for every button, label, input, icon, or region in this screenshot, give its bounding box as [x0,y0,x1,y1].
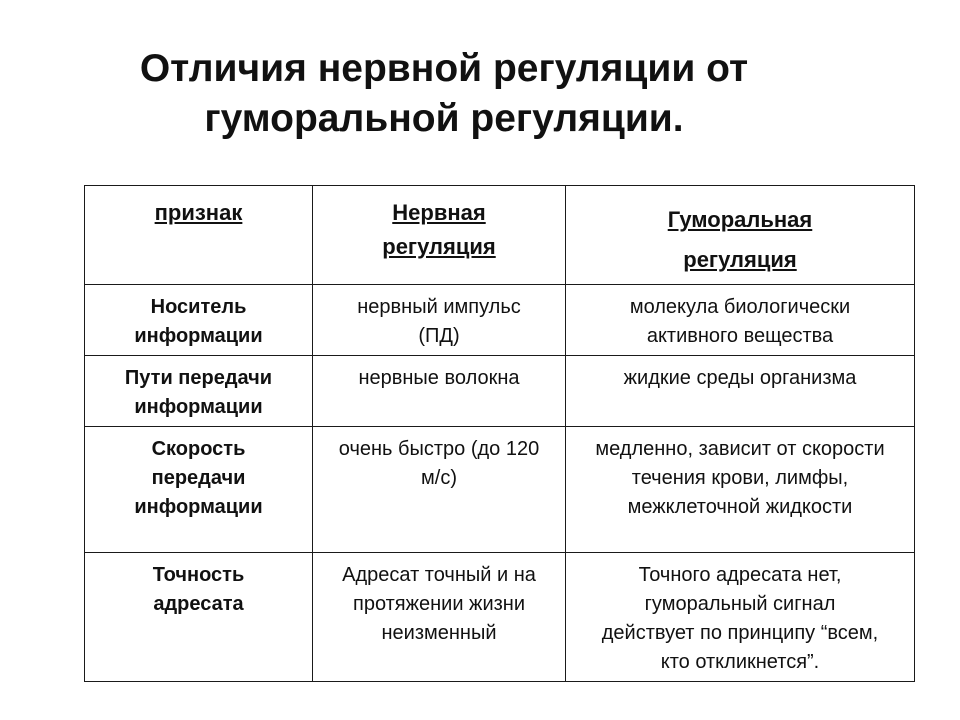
row-3-humoral [566,427,915,553]
row-4-feature [85,553,313,682]
row-2-nervous [313,356,566,427]
comparison-table [84,185,915,682]
header-feature: признак [85,186,313,285]
row-1-feature [85,285,313,356]
row-1-nervous [313,285,566,356]
row-2-feature [85,356,313,427]
row-2-feature-text: Пути передачи информации [124,367,273,418]
row-4-humoral-text: Точного адресата нет, гуморальный сигнал действует по принципу “всем, кто откликнется”. [601,564,879,673]
table-row [85,427,915,553]
table-row [85,553,915,682]
table-row [85,285,915,356]
row-3-nervous [313,427,566,553]
row-2-humoral [566,356,915,427]
row-4-feature-text: Точность адресата [152,564,245,615]
row-4-nervous [313,553,566,682]
row-1-humoral [566,285,915,356]
row-1-nervous-text: нервный импульс (ПД) [357,296,521,347]
row-4-humoral [566,553,915,682]
slide-title-line-2: гуморальной регуляции. [204,97,684,140]
slide-title [0,44,888,144]
header-nervous-label: Нервная регуляция [382,200,496,259]
row-2-humoral-text: жидкие среды организма [623,367,857,389]
header-humoral [566,186,915,285]
table-header-row [85,186,915,285]
row-4-nervous-text: Адресат точный и на протяжении жизни неизменный [342,564,536,644]
row-1-feature-text: Носитель информации [134,296,263,347]
row-3-feature-text: Скорость передачи информации [134,438,263,518]
row-1-humoral-text: молекула биологически активного вещества [629,296,851,347]
table-row [85,356,915,427]
header-humoral-label: Гуморальная регуляция [667,207,813,272]
header-nervous [313,186,566,285]
slide-title-line-1: Отличия нервной регуляции от [139,47,749,90]
row-3-nervous-text: очень быстро (до 120 м/с) [338,438,540,489]
row-3-humoral-text: медленно, зависит от скорости течения крови, лимфы, межклеточной жидкости [595,438,885,518]
row-2-nervous-text: нервные волокна [358,367,520,389]
row-3-feature [85,427,313,553]
